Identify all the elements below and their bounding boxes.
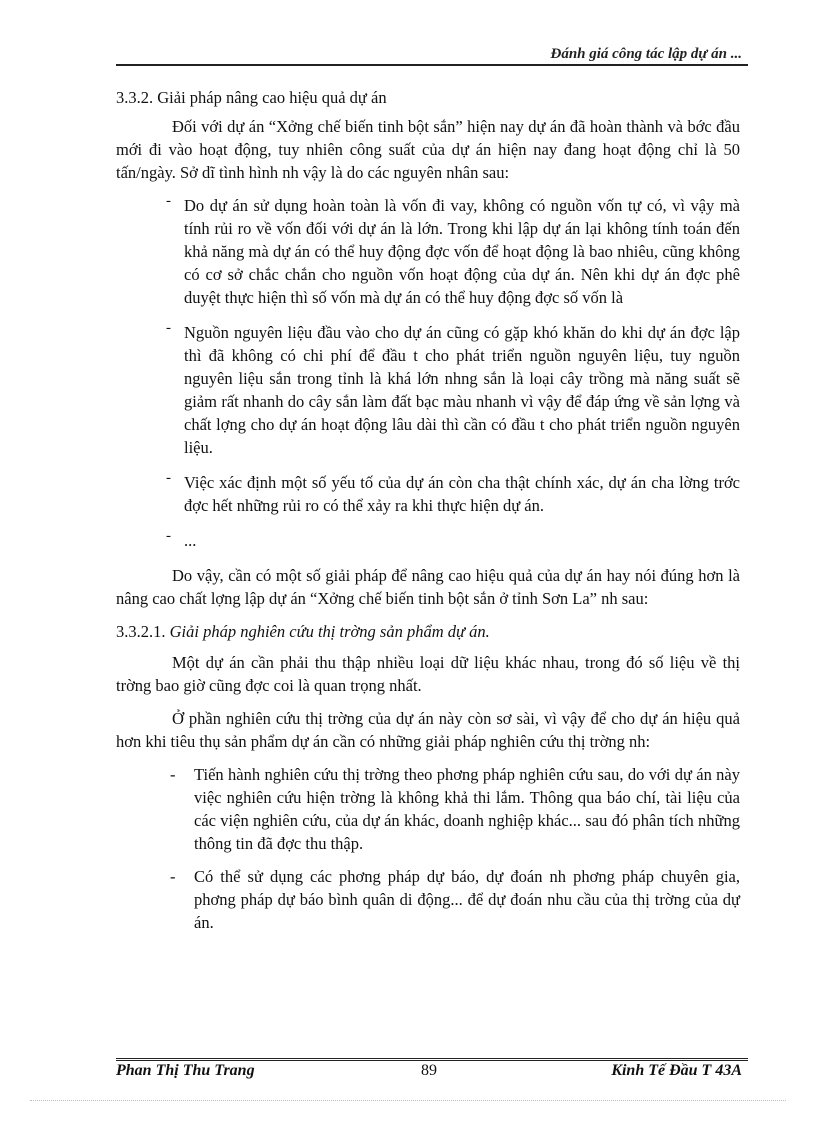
list-item: - Nguồn nguyên liệu đầu vào cho dự án cũng có gặp khó khăn do khi dự án đợc lập thì đã không có chi phí để đầu t cho phát triển nguồn nguyên liệu, tuy nguồn nguyên liệu sắn trong tỉnh là khá lớn nhng sắn là loại cây trồng mà năng suất sẽ giảm rất nhanh do cây sắn làm đất bạc màu nhanh vì vậy để đáp ứng về sản lợng và chất lợng cho dự án hoạt động lâu dài thì cần có đầu t cho phát triển nguồn nguyên liệu. [184, 321, 740, 459]
market-paragraph-1: Một dự án cần phải thu thập nhiều loại dữ liệu khác nhau, trong đó số liệu về thị trờng bao giờ cũng đợc coi là quan trọng nhất. [116, 653, 740, 695]
page-content [116, 86, 740, 944]
intro-paragraph: Đối với dự án “Xởng chế biến tinh bột sắn” hiện nay dự án đã hoàn thành và bớc đầu mới đi vào hoạt động, tuy nhiên công suất của dự án hiện nay đang hoạt động chỉ là 50 tấn/ngày. Sở dĩ tình hình nh vậy là do các nguyên nhân sau: [116, 117, 740, 182]
page-number: 89 [421, 1062, 437, 1079]
conclusion-paragraph: Do vậy, cần có một số giải pháp để nâng cao hiệu quả của dự án hay nói đúng hơn là nâng cao chất lợng lập dự án “Xởng chế biến tinh bột sắn ở tỉnh Sơn La” nh sau: [116, 566, 740, 608]
list-item: - Do dự án sử dụng hoàn toàn là vốn đi vay, không có nguồn vốn tự có, vì vậy mà tính rủi ro về vốn đối với dự án là lớn. Trong khi lập dự án lại không tính toán đến khả năng mà dự án có thể huy động đợc vốn để hoạt động là bao nhiêu, cũng không có cơ sở chắc chắn cho nguồn vốn hoạt động của dự án. Nên khi dự án đợc phê duyệt thực hiện thì số vốn mà dự án có thể huy động đợc số vốn là [184, 194, 740, 309]
market-paragraph-2: Ở phần nghiên cứu thị trờng của dự án này còn sơ sài, vì vậy để cho dự án hiệu quả hơn khi tiêu thụ sản phẩm dự án cần có những giải pháp nghiên cứu thị trờng nh: [116, 709, 740, 751]
list-item: - Có thể sử dụng các phơng pháp dự báo, dự đoán nh phơng pháp chuyên gia, phơng pháp dự báo bình quân di động... để dự đoán nhu cầu của thị trờng của dự án. [194, 865, 740, 934]
causes-list [116, 194, 740, 552]
subsection-title: Giải pháp nghiên cứu thị trờng sản phẩm dự án. [169, 622, 490, 641]
list-item: - Việc xác định một số yếu tố của dự án còn cha thật chính xác, dự án cha lờng trớc đợc hết những rủi ro có thể xảy ra khi thực hiện dự án. [184, 471, 740, 517]
running-header: Đánh giá công tác lập dự án ... [550, 46, 742, 62]
footer-author: Phan Thị Thu Trang [116, 1062, 255, 1079]
list-item: - ... [184, 529, 740, 552]
solutions-list [116, 763, 740, 934]
list-item: - Tiến hành nghiên cứu thị trờng theo phơng pháp nghiên cứu sau, do với dự án này việc nghiên cứu hiện trờng là không khả thi lắm. Thông qua báo chí, tài liệu của các viện nghiên cứu, của dự án khác, doanh nghiệp khác... sau đó phân tích những thông tin đã đợc thu thập. [194, 763, 740, 855]
footer-rule [116, 1058, 748, 1061]
subsection-number: 3.3.2.1. [116, 622, 166, 641]
header-rule [116, 64, 748, 66]
section-heading: 3.3.2. Giải pháp nâng cao hiệu quả dự án [116, 88, 387, 107]
footer-class: Kinh Tế Đầu T 43A [611, 1062, 742, 1079]
subsection-heading [116, 620, 740, 643]
bottom-border [30, 1100, 786, 1101]
